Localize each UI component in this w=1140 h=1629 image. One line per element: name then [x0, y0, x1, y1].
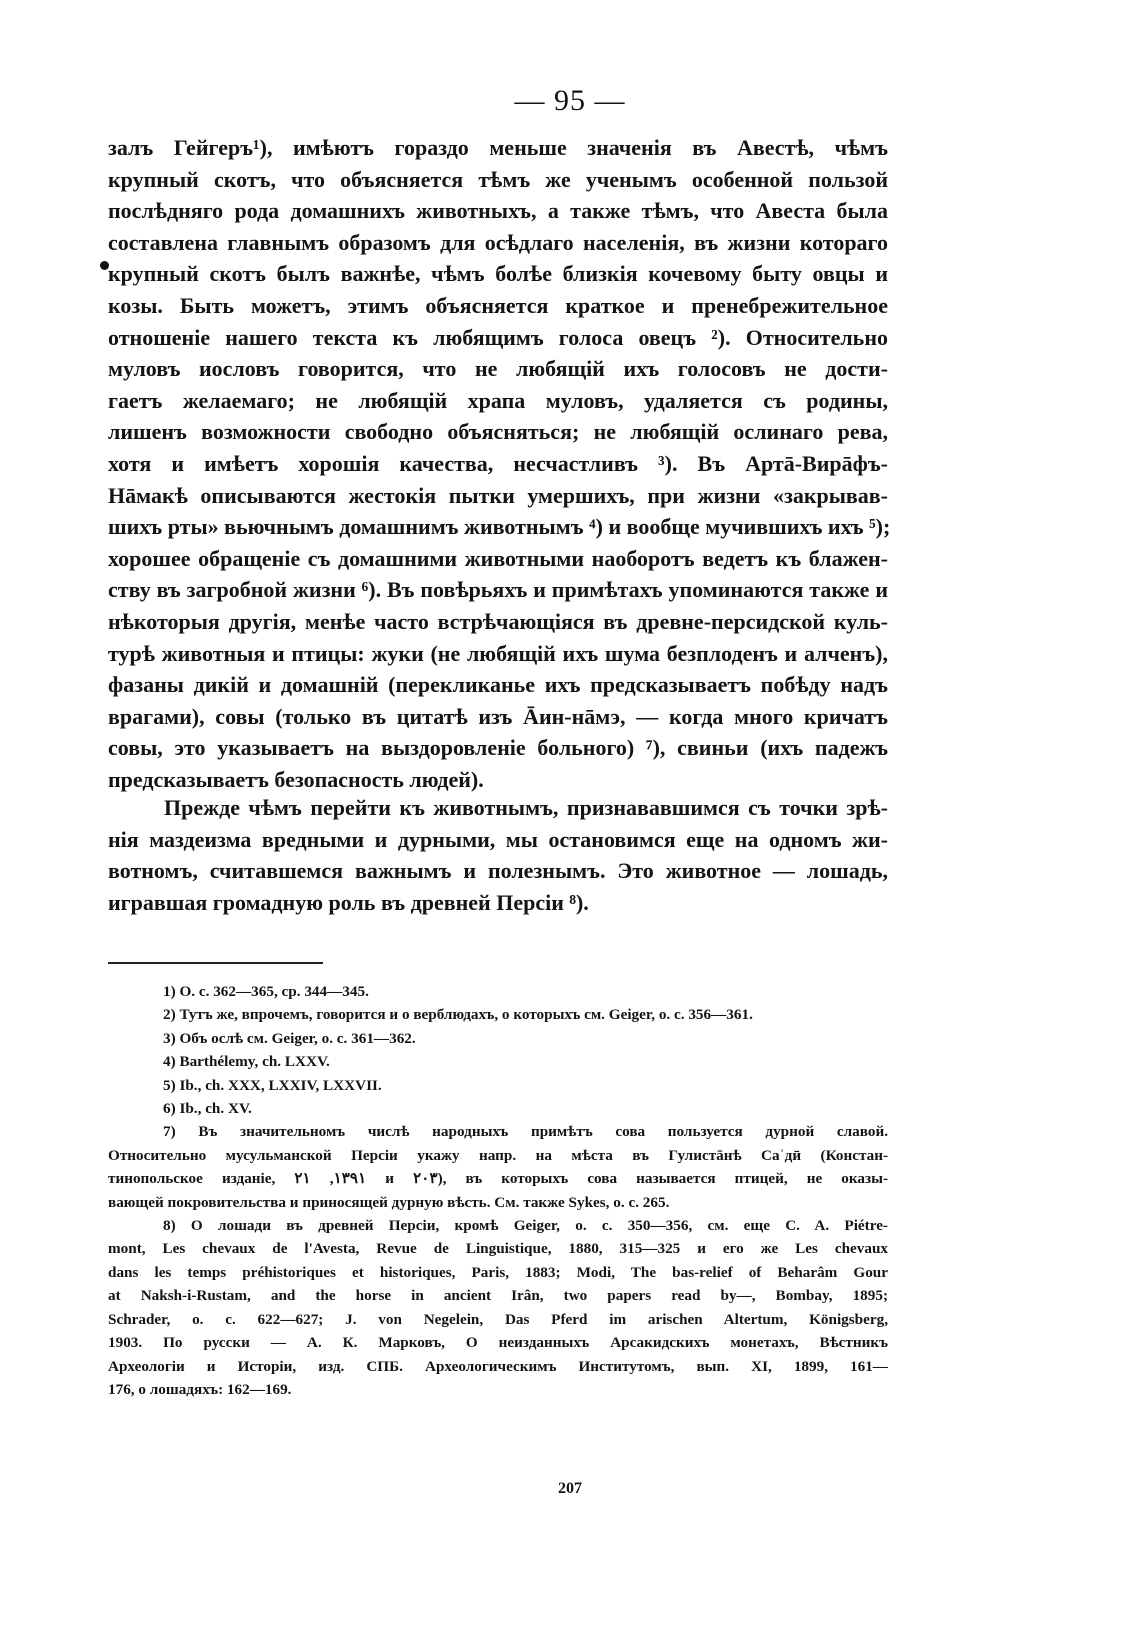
- text-line: хорошее обращеніе съ домашними животными наоборотъ ведетъ къ блажен-: [108, 545, 888, 571]
- footnote-line: Относительно мусульманской Персіи укажу напр. на мѣста въ Гулистāнѣ Саʿдӣ (Констан-: [108, 1146, 888, 1164]
- footnote-line: Археологіи и Исторіи, изд. СПБ. Археологическимъ Институтомъ, вып. XI, 1899, 161—: [108, 1357, 888, 1375]
- footnote-line: вающей покровительства и приносящей дурную вѣсть. См. также Sykes, o. c. 265.: [108, 1193, 670, 1211]
- text-line: шихъ рты» вьючнымъ домашнимъ животнымъ ⁴) и вообще мучившихъ ихъ ⁵);: [108, 514, 891, 540]
- text-line: хотя и имѣетъ хорошія качества, несчастливъ ³). Въ Артā-Вирāфъ-: [108, 450, 888, 476]
- footnote-8: [108, 1214, 888, 1401]
- text-line: лишенъ возможности свободно объясняться; не любящій ослинаго рева,: [108, 419, 888, 445]
- folio-number: 207: [558, 1480, 582, 1497]
- text-line: нѣкоторыя другія, менѣе часто встрѣчающіяся въ древне-персидской куль-: [108, 608, 888, 634]
- footnote-4: 4) Barthélemy, ch. LXXV.: [163, 1053, 330, 1071]
- footnote-1: 1) О. с. 362—365, ср. 344—345.: [163, 983, 369, 1000]
- main-paragraph-2: [108, 792, 888, 918]
- text-line: козы. Быть можетъ, этимъ объясняется краткое и пренебрежительное: [108, 292, 888, 318]
- footnote-separator: [108, 962, 323, 964]
- text-line: гаетъ желаемаго; не любящій храпа муловъ, удаляется съ родины,: [108, 387, 888, 413]
- text-line: совы, это указываетъ на выздоровленіе больного) ⁷), свиньи (ихъ падежъ: [108, 735, 888, 761]
- footnote-line: 176, о лошадяхъ: 162—169.: [108, 1380, 292, 1398]
- footnote-7: [108, 1120, 888, 1214]
- footnote-line: 7) Въ значительномъ числѣ народныхъ примѣтъ сова пользуется дурной славой.: [163, 1123, 888, 1141]
- text-line: врагами), совы (только въ цитатѣ изъ Āин-нāмэ, — когда много кричатъ: [108, 703, 888, 729]
- footnote-line: 1903. По русски — А. К. Марковъ, О неизданныхъ Арсакидскихъ монетахъ, Вѣстникъ: [108, 1334, 888, 1352]
- text-line: муловъ иословъ говорится, что не любящій ихъ голосовъ не дости-: [108, 356, 888, 382]
- text-line: вотномъ, считавшемся важнымъ и полезнымъ. Это животное — лошадь,: [108, 858, 888, 884]
- footnote-line: Schrader, o. c. 622—627; J. von Negelein, Das Pferd im arischen Altertum, Königsberg,: [108, 1310, 888, 1328]
- footnote-line: 8) О лошади въ древней Персіи, кромѣ Geiger, o. c. 350—356, см. еще C. A. Piétre-: [163, 1217, 888, 1235]
- footnote-3: 3) Объ ослѣ см. Geiger, o. c. 361—362.: [163, 1029, 416, 1047]
- text-line: нія маздеизма вредными и дурными, мы остановимся еще на одномъ жи-: [108, 826, 888, 852]
- text-line: Прежде чѣмъ перейти къ животнымъ, признававшимся съ точки зрѣ-: [164, 795, 888, 820]
- text-line: фазаны дикій и домашній (перекликанье ихъ предсказываетъ побѣду надъ: [108, 672, 888, 698]
- text-line: крупный скотъ, что объясняется тѣмъ же ученымъ особенной пользой: [108, 166, 888, 192]
- footnote-line: at Naksh-i-Rustam, and the horse in ancient Irân, two papers read by—, Bombay, 1895;: [108, 1287, 888, 1305]
- text-line: послѣдняго рода домашнихъ животныхъ, а также тѣмъ, что Авеста была: [108, 198, 888, 224]
- main-paragraph-1: [108, 132, 891, 795]
- page-number: — 95 —: [514, 84, 626, 117]
- footnote-line: тинопольское изданіе, ١٣٩١, ٢١ и ٢٠٣), въ которыхъ сова называется птицей, не оказы-: [108, 1170, 889, 1188]
- footnote-6: 6) Ib., ch. XV.: [163, 1100, 252, 1118]
- footnote-2: 2) Тутъ же, впрочемъ, говорится и о верблюдахъ, о которыхъ см. Geiger, o. c. 356—361.: [163, 1006, 753, 1024]
- text-line: залъ Гейгеръ¹), имѣютъ гораздо меньше значенія въ Авестѣ, чѣмъ: [108, 135, 888, 160]
- footnote-5: 5) Ib., ch. XXX, LXXIV, LXXVII.: [163, 1076, 382, 1094]
- text-line: крупный скотъ былъ важнѣе, чѣмъ болѣе близкія кочевому быту овцы и: [108, 261, 888, 287]
- text-line: турѣ животныя и птицы: жуки (не любящій ихъ шума безплоденъ и алченъ),: [108, 640, 888, 666]
- text-line: Нāмакѣ описываются жестокія пытки умершихъ, при жизни «закрывав-: [108, 482, 888, 508]
- footnote-line: mont, Les chevaux de l'Avesta, Revue de Linguistique, 1880, 315—325 и его же Les chevaux: [108, 1240, 888, 1258]
- text-line: отношеніе нашего текста къ любящимъ голоса овецъ ²). Относительно: [108, 324, 888, 350]
- text-line: составлена главнымъ образомъ для осѣдлаго населенія, въ жизни котораго: [108, 229, 888, 255]
- text-line: предсказываетъ безопасность людей).: [108, 766, 484, 792]
- text-line: игравшая громадную роль въ древней Персіи ⁸).: [108, 889, 589, 915]
- footnote-line: dans les temps préhistoriques et historiques, Paris, 1883; Modi, The bas-relief of Beharâm Gour: [108, 1263, 888, 1281]
- footnotes: [108, 980, 888, 1401]
- text-line: ству въ загробной жизни ⁶). Въ повѣрьяхъ и примѣтахъ упоминаются также и: [108, 577, 888, 603]
